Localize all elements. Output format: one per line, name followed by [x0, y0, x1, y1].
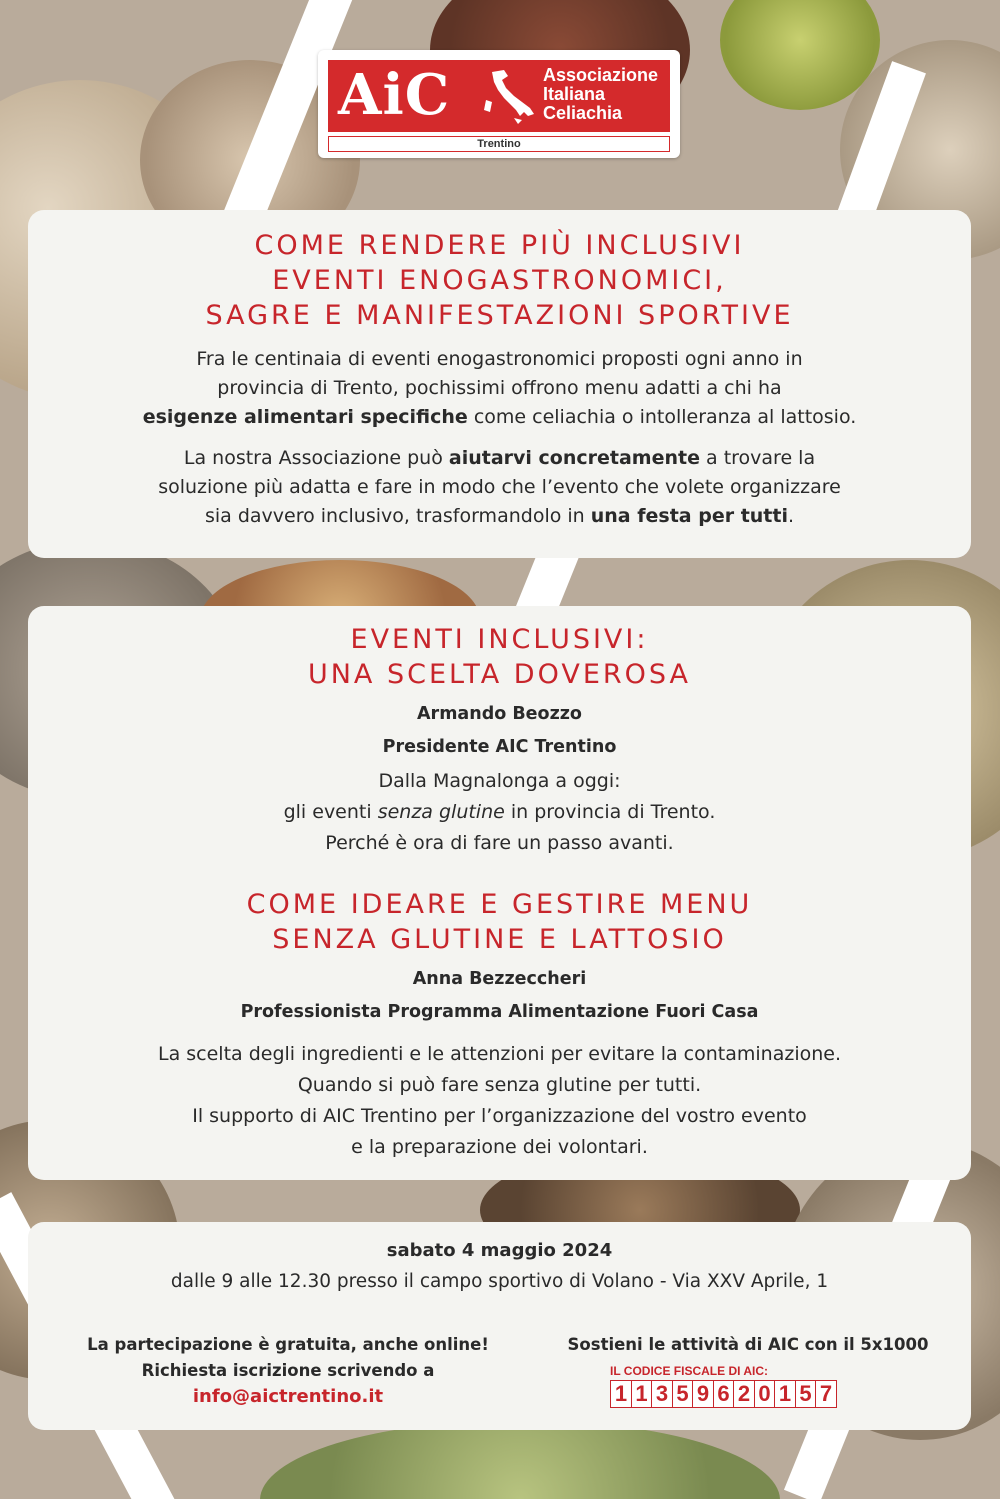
- tax-code-digit: 6: [713, 1380, 735, 1408]
- talk1-headline: [28, 622, 971, 692]
- intro-text-line: [28, 444, 971, 473]
- tax-code-digit: 2: [733, 1380, 755, 1408]
- tax-code-digit: 5: [672, 1380, 694, 1408]
- talk2-line: La scelta degli ingredienti e le attenzioni per evitare la contaminazione.: [158, 1043, 841, 1065]
- intro-text-span: come celiachia o intolleranza al lattosio.: [467, 406, 857, 428]
- talks-card: [28, 606, 971, 1180]
- tax-code-digit: 1: [610, 1380, 632, 1408]
- talk2-line: e la preparazione dei volontari.: [351, 1136, 648, 1158]
- talk1-headline-line: EVENTI INCLUSIVI:: [350, 624, 649, 655]
- tax-code-digit: 5: [795, 1380, 817, 1408]
- talk1-description: [28, 766, 971, 859]
- intro-text-line: Fra le centinaia di eventi enogastronomici proposti ogni anno in: [196, 348, 803, 370]
- talk2-line: Il supporto di AIC Trentino per l’organizzazione del vostro evento: [192, 1105, 807, 1127]
- support-5x1000: [538, 1332, 958, 1408]
- tax-code-boxes: [610, 1380, 958, 1408]
- intro-text-span: sia davvero inclusivo, trasformandolo in: [204, 505, 591, 527]
- intro-headline-line: SAGRE E MANIFESTAZIONI SPORTIVE: [205, 300, 794, 331]
- registration-info: [48, 1332, 528, 1410]
- intro-emphasis: aiutarvi concretamente: [448, 447, 700, 469]
- intro-paragraph-1: [28, 345, 971, 432]
- intro-headline: [28, 228, 971, 333]
- intro-text-line: soluzione più adatta e fare in modo che l’evento che volete organizzare: [158, 476, 841, 498]
- intro-text-line: [28, 403, 971, 432]
- talk2-speaker-role: Professionista Programma Alimentazione Fuori Casa: [240, 1002, 759, 1022]
- logo-line-3: Celiachia: [543, 103, 623, 123]
- registration-line: Richiesta iscrizione scrivendo a: [141, 1361, 435, 1380]
- support-text: Sostieni le attività di AIC con il 5x1000: [567, 1335, 929, 1354]
- tax-code-digit: 9: [692, 1380, 714, 1408]
- intro-text-line: [28, 502, 971, 531]
- talk1-speaker-name: Armando Beozzo: [417, 704, 582, 724]
- talk2-line: Quando si può fare senza glutine per tutti.: [297, 1074, 702, 1096]
- aic-logo: [318, 50, 680, 158]
- intro-text-span: .: [787, 505, 795, 527]
- talk1-headline-line: UNA SCELTA DOVEROSA: [307, 659, 692, 690]
- talk1-line: Dalla Magnalonga a oggi:: [378, 770, 621, 792]
- intro-emphasis: una festa per tutti: [590, 505, 788, 527]
- logo-red-panel: [328, 60, 670, 132]
- event-place: dalle 9 alle 12.30 presso il campo sportivo di Volano - Via XXV Aprile, 1: [170, 1271, 829, 1292]
- intro-headline-line: EVENTI ENOGASTRONOMICI,: [272, 265, 727, 296]
- talk1-speaker: [28, 698, 971, 764]
- registration-line: La partecipazione è gratuita, anche online!: [87, 1335, 489, 1354]
- event-info-card: [28, 1222, 971, 1430]
- talk1-text-span: in provincia di Trento.: [504, 801, 716, 823]
- talk1-line: Perché è ora di fare un passo avanti.: [325, 832, 674, 854]
- logo-region: Trentino: [328, 136, 670, 152]
- talk2-description: [28, 1039, 971, 1163]
- talk1-speaker-role: Presidente AIC Trentino: [382, 737, 617, 757]
- intro-headline-line: COME RENDERE PIÙ INCLUSIVI: [254, 230, 745, 261]
- tax-code-digit: 3: [651, 1380, 673, 1408]
- talk2-speaker-name: Anna Bezzeccheri: [412, 969, 587, 989]
- logo-association-name: [543, 66, 658, 123]
- talk1-line: [28, 797, 971, 828]
- email-link[interactable]: info@aictrentino.it: [192, 1386, 384, 1407]
- tax-code-digit: 1: [631, 1380, 653, 1408]
- talk1-text-span: gli eventi: [283, 801, 378, 823]
- tax-code-digit: 0: [754, 1380, 776, 1408]
- tax-code-digit: 7: [815, 1380, 837, 1408]
- tax-code-digit: 1: [774, 1380, 796, 1408]
- logo-line-1: Associazione: [543, 65, 659, 85]
- logo-brand: AiC: [338, 62, 451, 128]
- talk2-headline-line: SENZA GLUTINE E LATTOSIO: [272, 924, 727, 955]
- tax-code-label: IL CODICE FISCALE DI AIC:: [610, 1364, 769, 1378]
- intro-text-line: provincia di Trento, pochissimi offrono menu adatti a chi ha: [217, 377, 782, 399]
- event-date: sabato 4 maggio 2024: [386, 1240, 613, 1261]
- intro-emphasis: esigenze alimentari specifiche: [142, 406, 468, 428]
- logo-line-2: Italiana: [543, 84, 606, 104]
- intro-card: [28, 210, 971, 558]
- intro-text-span: a trovare la: [699, 447, 816, 469]
- talk1-italic: senza glutine: [377, 801, 505, 823]
- intro-text-span: La nostra Associazione può: [183, 447, 449, 469]
- talk2-speaker: [28, 963, 971, 1029]
- talk2-headline-line: COME IDEARE E GESTIRE MENU: [246, 889, 753, 920]
- intro-paragraph-2: [28, 444, 971, 531]
- talk2-headline: [28, 887, 971, 957]
- italy-map-icon: [478, 66, 540, 128]
